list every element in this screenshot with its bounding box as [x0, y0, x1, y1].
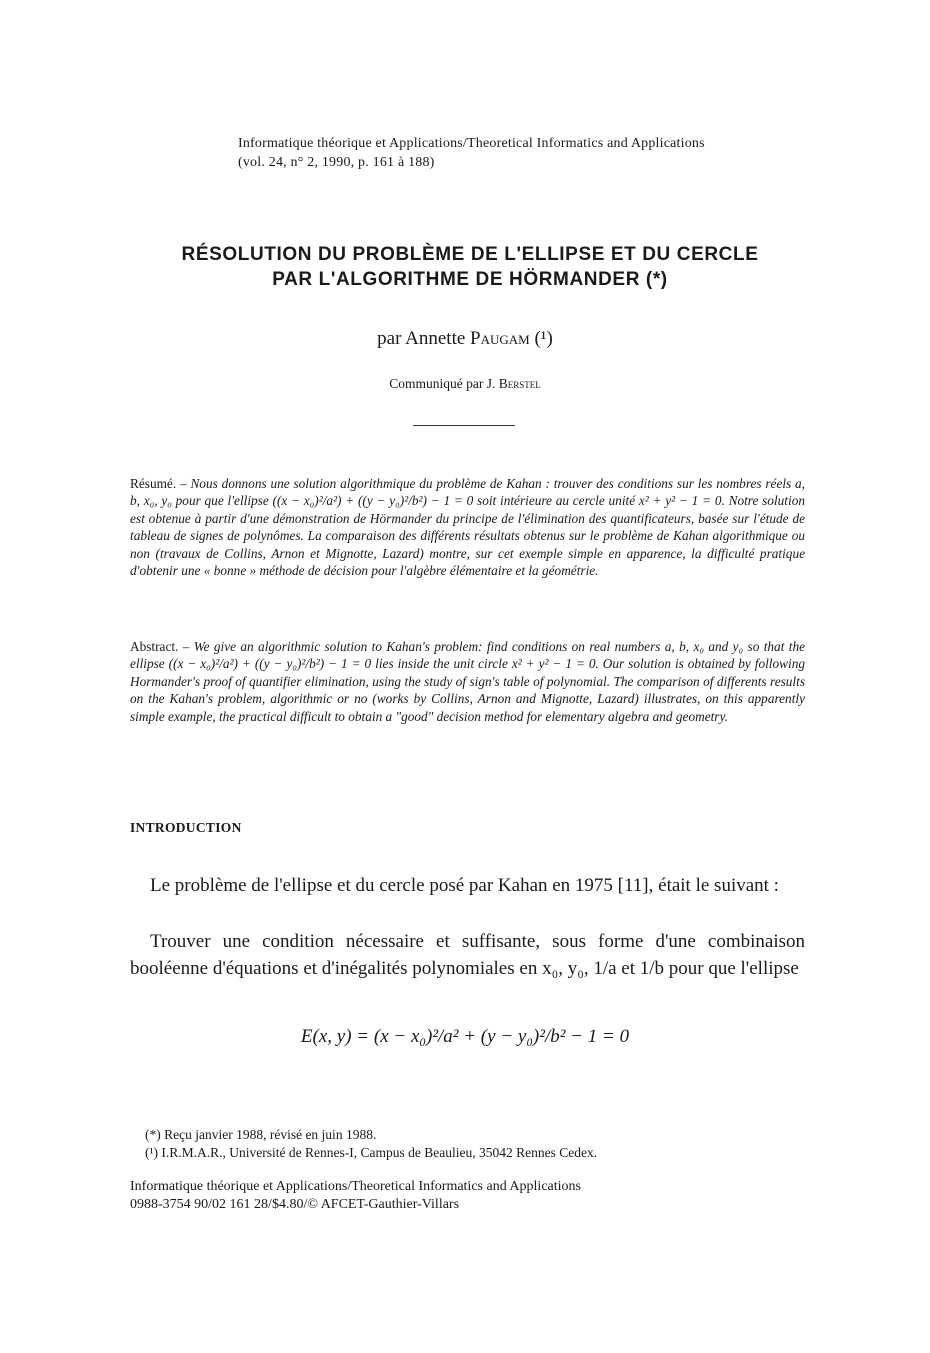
title-line-1: RÉSOLUTION DU PROBLÈME DE L'ELLIPSE ET DU CERCLE — [181, 244, 759, 265]
intro-paragraph-2: Trouver une condition nécessaire et suffisante, sous forme d'une combinaison booléenne d'équations et d'inégalités polynomiales en x₀, y₀, 1/a et 1/b pour que l'ellipse — [130, 931, 805, 979]
communicated-surname: Berstel — [498, 376, 541, 391]
title-line-2: PAR L'ALGORITHME DE HÖRMANDER (*) — [272, 269, 668, 290]
abstract-label: Abstract. – — [130, 639, 190, 654]
footnote-1: (¹) I.R.M.A.R., Université de Rennes-I, Campus de Beaulieu, 35042 Rennes Cedex. — [145, 1145, 598, 1160]
abstract-block — [130, 638, 805, 725]
communicated-by — [0, 376, 930, 392]
journal-header — [238, 134, 705, 172]
footnote-star: (*) Reçu janvier 1988, révisé en juin 1988. — [145, 1127, 377, 1142]
footnotes — [145, 1126, 597, 1162]
ellipse-equation: E(x, y) = (x − x₀)²/a² + (y − y₀)²/b² − 1 = 0 — [300, 1026, 630, 1047]
communicated-prefix: Communiqué par J. — [389, 376, 496, 391]
intro-paragraph-1: Le problème de l'ellipse et du cercle posé par Kahan en 1975 [11], était le suivant : — [150, 875, 779, 896]
page-footer — [130, 1178, 581, 1214]
author-line — [0, 328, 930, 350]
resume-text: Nous donnons une solution algorithmique du problème de Kahan : trouver des conditions sur les nombres réels a, b, x₀, y₀ pour que l'ellipse ((x − x₀)²/a²) + ((y − y₀)²/b²) − 1 = 0 soit intérieure au cercle unité x² + y² − 1 = 0. Notre solution est obtenue à partir d'une démonstration de Hörmander du principe de l'élimination des quantificateurs, basée sur l'étude de tableau de signes de polynômes. La comparaison des différents résultats obtenus sur le problème de Kahan algorithmique ou non (travaux de Collins, Arnon et Mignotte, Lazard) montre, sur cet exemple simple en apparence, la difficulté pratique d'obtenir une « bonne » méthode de décision pour l'algèbre élémentaire et la géométrie. — [130, 476, 806, 579]
title-divider — [413, 425, 515, 426]
footer-journal: Informatique théorique et Applications/Theoretical Informatics and Applications — [130, 1179, 581, 1194]
author-prefix: par Annette — [377, 328, 466, 349]
abstract-text: We give an algorithmic solution to Kahan's problem: find conditions on real numbers a, b, x₀ and y₀ so that the ellipse ((x − x₀)²/a²) + ((y − y₀)²/b²) − 1 = 0 lies inside the unit circle x² + y² − 1 = 0. Our solution is obtained by following Hormander's proof of quantifier elimination, using the study of sign's table of polynomial. The comparison of differents results on the Kahan's problem, algorithmic or no (works by Collins, Arnon and Mignotte, Lazard) illustrates, on this apparently simple example, the practical difficult to obtain a "good" decision method for elementary algebra and geometry. — [130, 639, 806, 724]
journal-name: Informatique théorique et Applications/Theoretical Informatics and Applications — [238, 136, 705, 151]
paper-title — [120, 242, 820, 292]
volume-info: (vol. 24, n° 2, 1990, p. 161 à 188) — [238, 155, 435, 170]
author-footnote-mark: (¹) — [534, 328, 553, 349]
footer-issn: 0988-3754 90/02 161 28/$4.80/© AFCET-Gauthier-Villars — [130, 1197, 460, 1212]
resume-block — [130, 475, 805, 579]
section-heading-introduction: INTRODUCTION — [130, 820, 242, 835]
author-surname: Paugam — [470, 328, 530, 349]
resume-label: Résumé. – — [130, 476, 187, 491]
